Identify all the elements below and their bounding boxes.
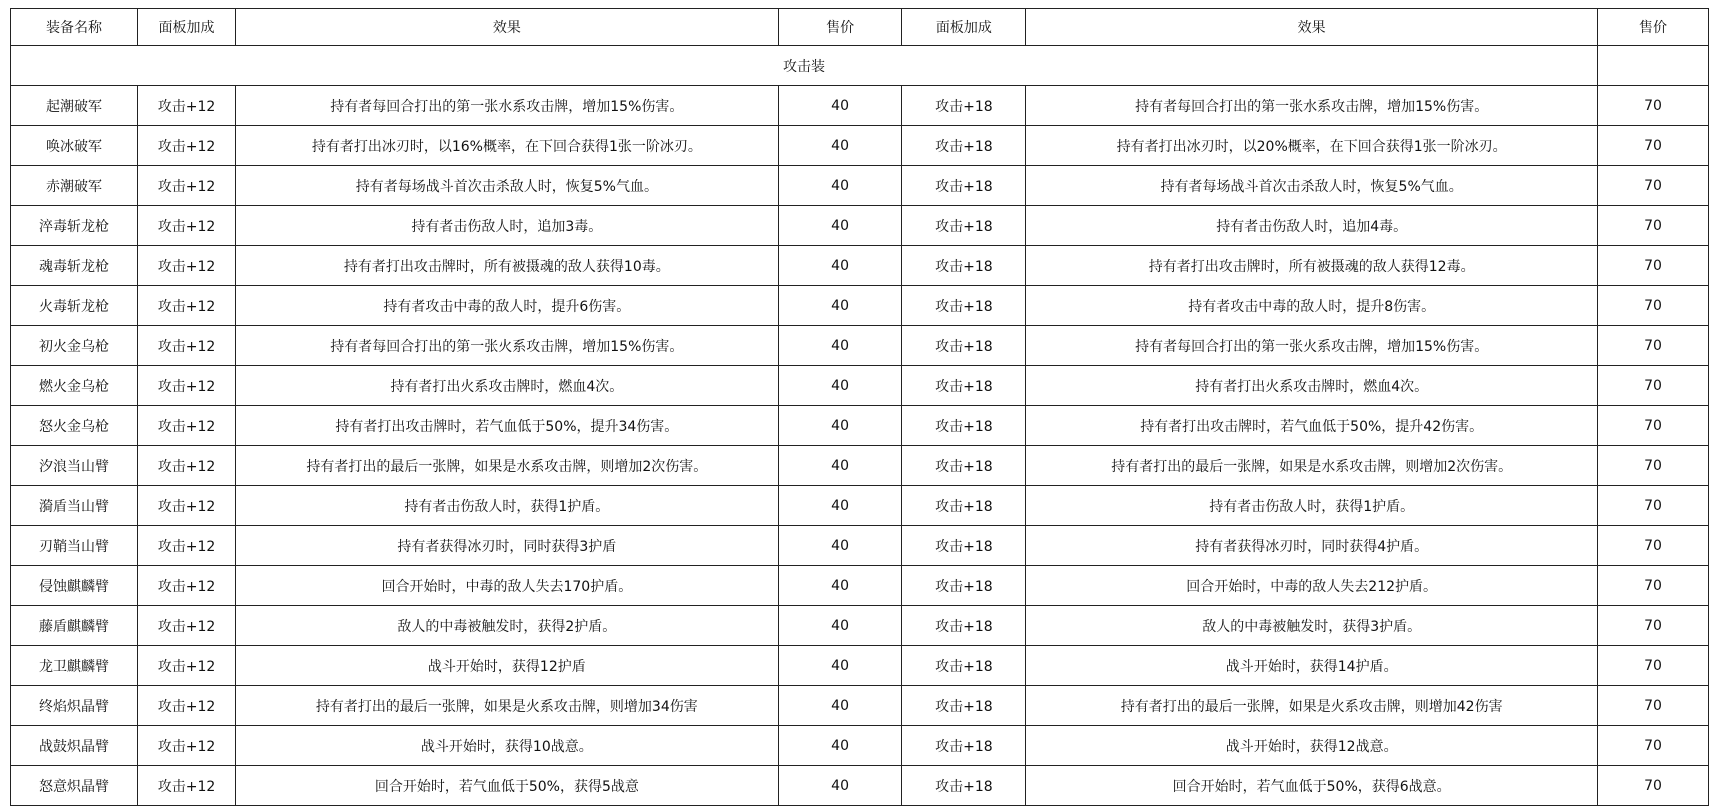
- table-row: [11, 286, 1709, 326]
- cell-panel-bonus: 攻击+12: [138, 166, 236, 206]
- cell-panel-bonus: 攻击+12: [138, 366, 236, 406]
- cell-effect-upgraded: 敌人的中毒被触发时，获得3护盾。: [1026, 606, 1598, 646]
- table-row: [11, 166, 1709, 206]
- cell-name: 燃火金乌枪: [11, 366, 138, 406]
- cell-price: 40: [778, 526, 902, 566]
- cell-price-upgraded: 70: [1598, 206, 1709, 246]
- cell-effect: 持有者打出冰刃时，以16%概率，在下回合获得1张一阶冰刃。: [236, 126, 779, 166]
- cell-panel-bonus-upgraded: 攻击+18: [902, 246, 1026, 286]
- cell-price: 40: [778, 766, 902, 806]
- cell-panel-bonus-upgraded: 攻击+18: [902, 766, 1026, 806]
- cell-effect: 持有者每回合打出的第一张水系攻击牌，增加15%伤害。: [236, 86, 779, 126]
- cell-name: 初火金乌枪: [11, 326, 138, 366]
- cell-effect-upgraded: 战斗开始时，获得12战意。: [1026, 726, 1598, 766]
- cell-effect-upgraded: 持有者每场战斗首次击杀敌人时，恢复5%气血。: [1026, 166, 1598, 206]
- cell-price: 40: [778, 326, 902, 366]
- header-panel-bonus-upgraded: 面板加成: [902, 9, 1026, 46]
- cell-price: 40: [778, 286, 902, 326]
- cell-effect-upgraded: 持有者打出的最后一张牌，如果是火系攻击牌，则增加42伤害: [1026, 686, 1598, 726]
- cell-effect: 持有者击伤敌人时，追加3毒。: [236, 206, 779, 246]
- cell-panel-bonus: 攻击+12: [138, 446, 236, 486]
- cell-effect-upgraded: 持有者打出冰刃时，以20%概率，在下回合获得1张一阶冰刃。: [1026, 126, 1598, 166]
- header-panel-bonus: 面板加成: [138, 9, 236, 46]
- cell-panel-bonus: 攻击+12: [138, 326, 236, 366]
- cell-panel-bonus: 攻击+12: [138, 566, 236, 606]
- section-row: [11, 46, 1709, 86]
- table-row: [11, 486, 1709, 526]
- cell-name: 唤冰破军: [11, 126, 138, 166]
- cell-effect: 持有者打出攻击牌时，若气血低于50%，提升34伤害。: [236, 406, 779, 446]
- cell-price-upgraded: 70: [1598, 126, 1709, 166]
- cell-panel-bonus: 攻击+12: [138, 246, 236, 286]
- cell-panel-bonus: 攻击+12: [138, 486, 236, 526]
- cell-price-upgraded: 70: [1598, 566, 1709, 606]
- cell-name: 汐浪当山臂: [11, 446, 138, 486]
- section-empty-cell: [1598, 46, 1709, 86]
- cell-panel-bonus-upgraded: 攻击+18: [902, 406, 1026, 446]
- cell-name: 终焰炽晶臂: [11, 686, 138, 726]
- cell-price: 40: [778, 86, 902, 126]
- cell-panel-bonus: 攻击+12: [138, 766, 236, 806]
- cell-panel-bonus-upgraded: 攻击+18: [902, 646, 1026, 686]
- cell-effect-upgraded: 回合开始时，中毒的敌人失去212护盾。: [1026, 566, 1598, 606]
- table-row: [11, 86, 1709, 126]
- table-row: [11, 246, 1709, 286]
- cell-price: 40: [778, 566, 902, 606]
- cell-name: 怒火金乌枪: [11, 406, 138, 446]
- cell-price-upgraded: 70: [1598, 726, 1709, 766]
- cell-effect-upgraded: 持有者每回合打出的第一张水系攻击牌，增加15%伤害。: [1026, 86, 1598, 126]
- cell-effect-upgraded: 持有者攻击中毒的敌人时，提升8伤害。: [1026, 286, 1598, 326]
- cell-effect: 持有者每回合打出的第一张火系攻击牌，增加15%伤害。: [236, 326, 779, 366]
- cell-panel-bonus-upgraded: 攻击+18: [902, 366, 1026, 406]
- table-row: [11, 606, 1709, 646]
- cell-panel-bonus-upgraded: 攻击+18: [902, 486, 1026, 526]
- cell-panel-bonus: 攻击+12: [138, 286, 236, 326]
- cell-effect: 敌人的中毒被触发时，获得2护盾。: [236, 606, 779, 646]
- cell-price: 40: [778, 486, 902, 526]
- cell-price-upgraded: 70: [1598, 486, 1709, 526]
- cell-price: 40: [778, 246, 902, 286]
- cell-name: 侵蚀麒麟臂: [11, 566, 138, 606]
- table-row: [11, 366, 1709, 406]
- cell-price: 40: [778, 206, 902, 246]
- cell-effect: 持有者打出攻击牌时，所有被摄魂的敌人获得10毒。: [236, 246, 779, 286]
- cell-panel-bonus: 攻击+12: [138, 686, 236, 726]
- table-row: [11, 406, 1709, 446]
- header-price-upgraded: 售价: [1598, 9, 1709, 46]
- cell-effect: 战斗开始时，获得12护盾: [236, 646, 779, 686]
- cell-effect-upgraded: 持有者获得冰刃时，同时获得4护盾。: [1026, 526, 1598, 566]
- table-row: [11, 126, 1709, 166]
- cell-effect-upgraded: 持有者打出火系攻击牌时，燃血4次。: [1026, 366, 1598, 406]
- cell-price: 40: [778, 446, 902, 486]
- cell-name: 刃鞘当山臂: [11, 526, 138, 566]
- cell-price: 40: [778, 406, 902, 446]
- cell-effect: 回合开始时，中毒的敌人失去170护盾。: [236, 566, 779, 606]
- cell-name: 龙卫麒麟臂: [11, 646, 138, 686]
- cell-effect: 持有者获得冰刃时，同时获得3护盾: [236, 526, 779, 566]
- cell-effect: 战斗开始时，获得10战意。: [236, 726, 779, 766]
- cell-panel-bonus-upgraded: 攻击+18: [902, 566, 1026, 606]
- section-title: 攻击装: [11, 46, 1598, 86]
- cell-panel-bonus-upgraded: 攻击+18: [902, 726, 1026, 766]
- cell-price-upgraded: 70: [1598, 446, 1709, 486]
- cell-panel-bonus: 攻击+12: [138, 406, 236, 446]
- table-row: [11, 766, 1709, 806]
- cell-name: 魂毒斩龙枪: [11, 246, 138, 286]
- cell-panel-bonus: 攻击+12: [138, 726, 236, 766]
- cell-name: 起潮破军: [11, 86, 138, 126]
- cell-price-upgraded: 70: [1598, 406, 1709, 446]
- header-equipment-name: 装备名称: [11, 9, 138, 46]
- cell-effect: 持有者打出的最后一张牌，如果是水系攻击牌，则增加2次伤害。: [236, 446, 779, 486]
- equipment-table: [10, 8, 1709, 806]
- cell-effect-upgraded: 持有者打出的最后一张牌，如果是水系攻击牌，则增加2次伤害。: [1026, 446, 1598, 486]
- cell-panel-bonus-upgraded: 攻击+18: [902, 166, 1026, 206]
- header-effect: 效果: [236, 9, 779, 46]
- cell-panel-bonus-upgraded: 攻击+18: [902, 686, 1026, 726]
- cell-price: 40: [778, 686, 902, 726]
- cell-name: 怒意炽晶臂: [11, 766, 138, 806]
- cell-name: 战鼓炽晶臂: [11, 726, 138, 766]
- cell-name: 赤潮破军: [11, 166, 138, 206]
- cell-effect-upgraded: 持有者每回合打出的第一张火系攻击牌，增加15%伤害。: [1026, 326, 1598, 366]
- cell-price-upgraded: 70: [1598, 686, 1709, 726]
- cell-panel-bonus: 攻击+12: [138, 526, 236, 566]
- cell-panel-bonus: 攻击+12: [138, 606, 236, 646]
- cell-name: 藤盾麒麟臂: [11, 606, 138, 646]
- cell-price-upgraded: 70: [1598, 646, 1709, 686]
- table-row: [11, 646, 1709, 686]
- cell-effect-upgraded: 回合开始时，若气血低于50%，获得6战意。: [1026, 766, 1598, 806]
- cell-name: 淬毒斩龙枪: [11, 206, 138, 246]
- cell-effect: 持有者击伤敌人时，获得1护盾。: [236, 486, 779, 526]
- cell-price: 40: [778, 646, 902, 686]
- cell-panel-bonus-upgraded: 攻击+18: [902, 526, 1026, 566]
- cell-panel-bonus-upgraded: 攻击+18: [902, 606, 1026, 646]
- cell-effect-upgraded: 持有者击伤敌人时，获得1护盾。: [1026, 486, 1598, 526]
- cell-panel-bonus-upgraded: 攻击+18: [902, 86, 1026, 126]
- cell-effect: 回合开始时，若气血低于50%，获得5战意: [236, 766, 779, 806]
- cell-panel-bonus-upgraded: 攻击+18: [902, 206, 1026, 246]
- cell-price-upgraded: 70: [1598, 366, 1709, 406]
- cell-name: 漪盾当山臂: [11, 486, 138, 526]
- table-row: [11, 726, 1709, 766]
- cell-price: 40: [778, 166, 902, 206]
- cell-effect-upgraded: 持有者打出攻击牌时，若气血低于50%，提升42伤害。: [1026, 406, 1598, 446]
- cell-price: 40: [778, 126, 902, 166]
- cell-price-upgraded: 70: [1598, 286, 1709, 326]
- table-row: [11, 686, 1709, 726]
- cell-price-upgraded: 70: [1598, 326, 1709, 366]
- cell-name: 火毒斩龙枪: [11, 286, 138, 326]
- header-row: [11, 9, 1709, 46]
- cell-panel-bonus-upgraded: 攻击+18: [902, 446, 1026, 486]
- cell-price-upgraded: 70: [1598, 526, 1709, 566]
- cell-effect: 持有者打出火系攻击牌时，燃血4次。: [236, 366, 779, 406]
- table-row: [11, 566, 1709, 606]
- cell-panel-bonus: 攻击+12: [138, 206, 236, 246]
- cell-effect: 持有者攻击中毒的敌人时，提升6伤害。: [236, 286, 779, 326]
- cell-price: 40: [778, 606, 902, 646]
- cell-effect: 持有者每场战斗首次击杀敌人时，恢复5%气血。: [236, 166, 779, 206]
- cell-effect-upgraded: 战斗开始时，获得14护盾。: [1026, 646, 1598, 686]
- cell-price-upgraded: 70: [1598, 766, 1709, 806]
- table-row: [11, 326, 1709, 366]
- cell-panel-bonus-upgraded: 攻击+18: [902, 286, 1026, 326]
- cell-price: 40: [778, 726, 902, 766]
- cell-price: 40: [778, 366, 902, 406]
- cell-effect-upgraded: 持有者打出攻击牌时，所有被摄魂的敌人获得12毒。: [1026, 246, 1598, 286]
- cell-panel-bonus-upgraded: 攻击+18: [902, 126, 1026, 166]
- cell-panel-bonus: 攻击+12: [138, 86, 236, 126]
- cell-effect-upgraded: 持有者击伤敌人时，追加4毒。: [1026, 206, 1598, 246]
- table-row: [11, 446, 1709, 486]
- header-effect-upgraded: 效果: [1026, 9, 1598, 46]
- cell-panel-bonus: 攻击+12: [138, 126, 236, 166]
- cell-panel-bonus-upgraded: 攻击+18: [902, 326, 1026, 366]
- table-row: [11, 526, 1709, 566]
- cell-price-upgraded: 70: [1598, 86, 1709, 126]
- header-price: 售价: [778, 9, 902, 46]
- cell-price-upgraded: 70: [1598, 606, 1709, 646]
- cell-price-upgraded: 70: [1598, 166, 1709, 206]
- cell-price-upgraded: 70: [1598, 246, 1709, 286]
- cell-effect: 持有者打出的最后一张牌，如果是火系攻击牌，则增加34伤害: [236, 686, 779, 726]
- cell-panel-bonus: 攻击+12: [138, 646, 236, 686]
- table-row: [11, 206, 1709, 246]
